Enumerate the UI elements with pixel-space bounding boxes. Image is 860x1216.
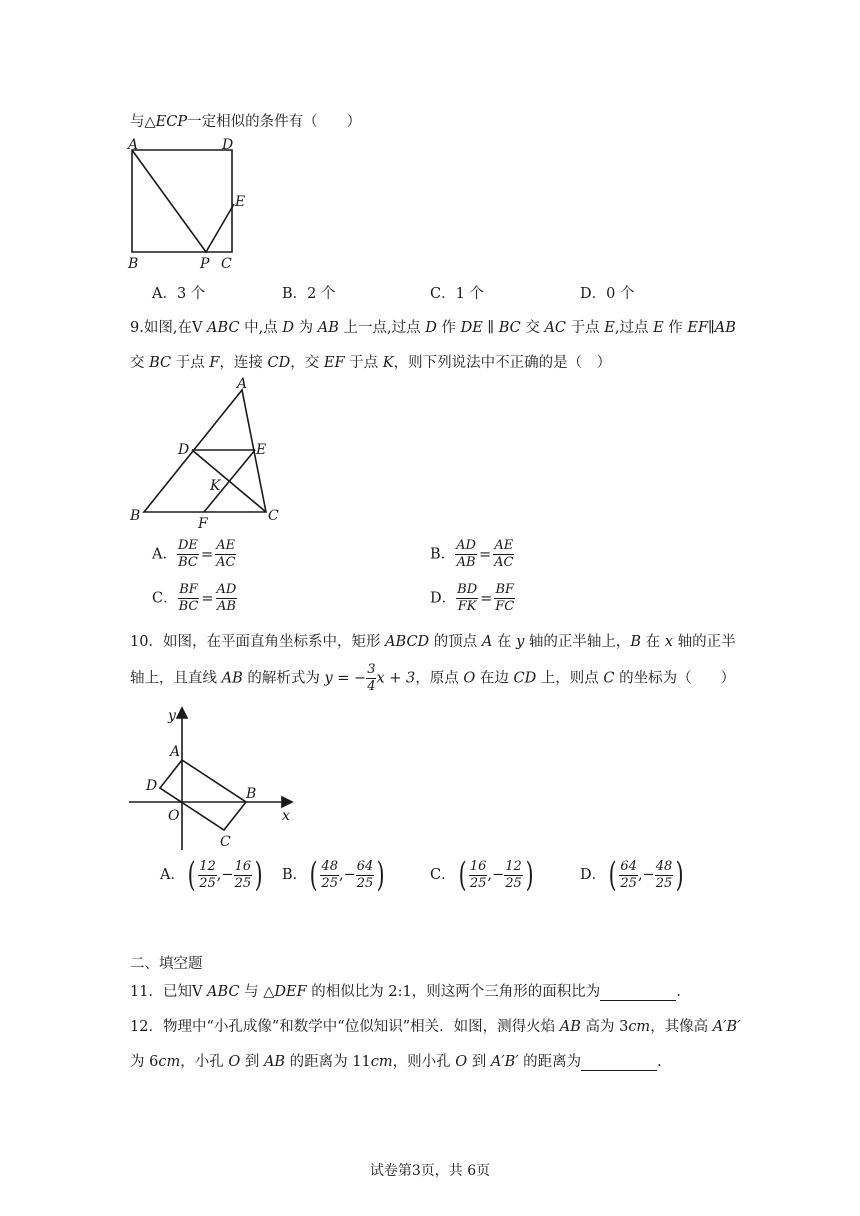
q9-option-b[interactable]: B． $\frac{AD}{AB}$ = $\frac{AE}{AC}$ [430, 538, 514, 570]
q8-option-c[interactable]: C．1 个 [430, 286, 484, 302]
q9-figure [124, 372, 284, 532]
q10-option-d[interactable]: D．( $\frac{64}{25}$ ,− $\frac{48}{25}$ ) [580, 855, 684, 895]
text-run: 的距离为 [518, 1054, 582, 1070]
math-var: E [604, 320, 615, 336]
text-run: 的相似比为 2:1，则这两个三角形的面积比为 [306, 984, 601, 1000]
math-var: DEF [274, 984, 307, 1000]
label-d: D [222, 137, 234, 153]
text-run: 的坐标为（ ） [614, 670, 736, 687]
y-axis-arrow [177, 708, 187, 718]
text-run: 与 [239, 984, 264, 1000]
math-var: y [516, 634, 525, 650]
text-run: ，其像高 [650, 1019, 713, 1035]
math-var: ABC [202, 320, 240, 336]
label-p: P [200, 256, 210, 272]
q8-option-b[interactable]: B．2 个 [282, 286, 336, 302]
math-var: ABCD [385, 634, 430, 650]
q8-figure [124, 136, 264, 274]
text-run: 轴的正半轴上， [524, 634, 631, 650]
text-run: 上，则点 [536, 670, 604, 687]
math-var: A′B′ [712, 1019, 741, 1035]
fraction: $\frac{AD}{AB}$ [456, 538, 476, 570]
fraction: $\frac{BF}{FC}$ [495, 582, 515, 614]
fraction: $\frac{48}{25}$ [655, 858, 673, 891]
text-run: 中,点 [239, 320, 283, 336]
q10-stem-line1 [130, 630, 736, 651]
q10-option-a[interactable]: A．( $\frac{12}{25}$ ,− $\frac{16}{25}$ ) [160, 855, 263, 895]
math-var: CD [267, 355, 291, 371]
label-x: x [282, 808, 290, 824]
fraction: $\frac{16}{25}$ [234, 858, 252, 891]
fraction: $\frac{AD}{AB}$ [216, 582, 237, 614]
text-run: 在 [492, 634, 517, 650]
text-run: ∥ [482, 320, 499, 336]
math-var: O [228, 1054, 241, 1070]
q11-stem [130, 980, 681, 1001]
math-var: A′B′ [490, 1054, 519, 1070]
fraction: $\frac{BF}{BC}$ [178, 582, 199, 614]
q10-figure [124, 702, 304, 857]
math-var: BC [149, 355, 172, 371]
triangle-abc [144, 390, 266, 512]
text-run: 上一点,过点 [338, 320, 426, 336]
text-run: 作 [663, 320, 688, 336]
math-var: CD [513, 670, 537, 687]
fraction: $\frac{12}{25}$ [199, 858, 216, 891]
text-run: . [657, 1054, 662, 1070]
fraction: $\frac{16}{25}$ [469, 858, 487, 891]
square-abcd [132, 150, 232, 252]
math-var: cm [370, 1054, 393, 1070]
math-var: EF [323, 355, 345, 371]
label-b: B [246, 786, 257, 802]
q10-option-c[interactable]: C．( $\frac{16}{25}$ ,− $\frac{12}{25}$ ) [430, 855, 534, 895]
math-var: AB [559, 1019, 581, 1035]
label-b: B [128, 256, 139, 272]
math-var: EF∥AB [687, 320, 736, 336]
text-run: 轴的正半 [672, 634, 736, 650]
label-c: C [221, 256, 232, 272]
label-e: E [256, 442, 267, 458]
q12-stem-line2 [130, 1050, 662, 1071]
text-run: ，连接 [219, 355, 268, 371]
text-run: 为 [294, 320, 318, 336]
math-var: D [425, 320, 437, 336]
text-run: ,过点 [614, 320, 654, 336]
text-run: 的距离为 11 [285, 1054, 371, 1070]
text-run: V [191, 320, 203, 336]
math-var: O [455, 1054, 468, 1070]
text-run: 作 [436, 320, 461, 336]
text-run: 10．如图，在平面直角坐标系中，矩形 [130, 634, 386, 650]
math-var: D [282, 320, 295, 336]
fraction: $\frac{12}{25}$ [505, 858, 522, 891]
label-d: D [146, 778, 158, 794]
q10-stem-line2: 轴上，且直线 AB 的解析式为 y = − $\frac{3}{4}$ x + 3，原点 O 在边 CD 上，则点 C 的坐标为（ ） [130, 662, 736, 694]
math-var: F [209, 355, 220, 371]
math-var: BC [498, 320, 521, 336]
text-run: . [676, 984, 681, 1000]
math-var: O [463, 670, 476, 687]
text-run: 交 [520, 320, 545, 336]
label-e: E [235, 194, 246, 210]
math-var: AC [544, 320, 567, 336]
fraction: $\frac{3}{4}$ [367, 662, 376, 694]
text-run: 的顶点 [429, 634, 482, 650]
label-a: A [170, 744, 181, 760]
page-footer: 试卷第3页，共 6页 [369, 1163, 491, 1179]
text-run: 在边 [475, 670, 514, 687]
q8-stem: 与△ECP一定相似的条件有（ ） [130, 114, 362, 130]
text-run: 于点 [566, 320, 605, 336]
text-run: 为 6 [130, 1054, 159, 1070]
fraction: $\frac{64}{25}$ [620, 858, 637, 891]
math-var: AB [317, 320, 339, 336]
q9-option-c[interactable]: C． $\frac{BF}{BC}$ = $\frac{AD}{AB}$ [152, 582, 237, 614]
label-c: C [268, 508, 279, 524]
text-run: ，则下列说法中不正确的是（ ） [393, 355, 612, 371]
q9-option-d[interactable]: D． $\frac{BD}{FK}$ = $\frac{BF}{FC}$ [430, 582, 515, 614]
q9-stem-line1 [130, 316, 736, 337]
label-y: y [168, 708, 176, 724]
text-run: ，小孔 [180, 1054, 229, 1070]
text-run: ，交 [290, 355, 324, 371]
q9-option-a[interactable]: A． $\frac{DE}{BC}$ = $\frac{AE}{AC}$ [152, 538, 236, 570]
section-heading: 二、填空题 [130, 956, 203, 972]
text-run: 在 [641, 634, 665, 650]
fraction: $\frac{DE}{BC}$ [177, 538, 198, 570]
text-run: 高为 3 [580, 1019, 629, 1035]
q10-option-b[interactable]: B．( $\frac{48}{25}$ ,− $\frac{64}{25}$ ) [282, 855, 385, 895]
text-run: 到 [467, 1054, 491, 1070]
text-run: 到 [240, 1054, 264, 1070]
label-c: C [220, 834, 231, 850]
math-var: K [382, 355, 394, 371]
math-var: cm [158, 1054, 181, 1070]
fraction: $\frac{BD}{FK}$ [457, 582, 478, 614]
label-f: F [198, 516, 208, 532]
math-var: AB [263, 1054, 286, 1070]
answer-blank[interactable] [600, 986, 676, 1001]
math-var: C [603, 670, 615, 687]
answer-blank[interactable] [581, 1056, 657, 1071]
math-var: A [481, 634, 493, 650]
text-run: ，则小孔 [392, 1054, 456, 1070]
text-run: 交 [130, 355, 150, 371]
q9-stem-line2 [130, 351, 611, 372]
math-var: B [630, 634, 642, 650]
math-var: cm [628, 1019, 651, 1035]
label-k: K [210, 478, 221, 494]
fraction: $\frac{48}{25}$ [321, 858, 338, 891]
fraction: $\frac{64}{25}$ [356, 858, 374, 891]
text-run: △ [263, 984, 275, 1000]
text-run: 于点 [171, 355, 210, 371]
x-axis-arrow [282, 797, 292, 807]
text-run: 9.如图,在 [130, 320, 192, 336]
label-d: D [178, 442, 190, 458]
q8-option-a[interactable]: A．3 个 [152, 286, 206, 302]
text-run: 12．物理中“小孔成像”和数学中“位似知识”相关．如图，测得火焰 [130, 1019, 560, 1035]
text-run: 11．已知 [130, 984, 192, 1000]
label-b: B [130, 508, 141, 524]
q12-stem-line1 [130, 1015, 741, 1036]
label-a: A [128, 137, 139, 153]
math-var: E [653, 320, 664, 336]
text-run: V [191, 984, 203, 1000]
text-run: 于点 [344, 355, 383, 371]
math-var: ABC [202, 984, 240, 1000]
q8-option-d[interactable]: D．0 个 [580, 286, 635, 302]
segment-a-p-e [132, 150, 234, 252]
label-a: A [237, 376, 248, 392]
label-o: O [168, 808, 180, 824]
math-var: x [664, 634, 673, 650]
math-var: DE [460, 320, 483, 336]
fraction: $\frac{AE}{AC}$ [494, 538, 514, 570]
fraction: $\frac{AE}{AC}$ [216, 538, 236, 570]
text-run: ，原点 [415, 670, 464, 687]
